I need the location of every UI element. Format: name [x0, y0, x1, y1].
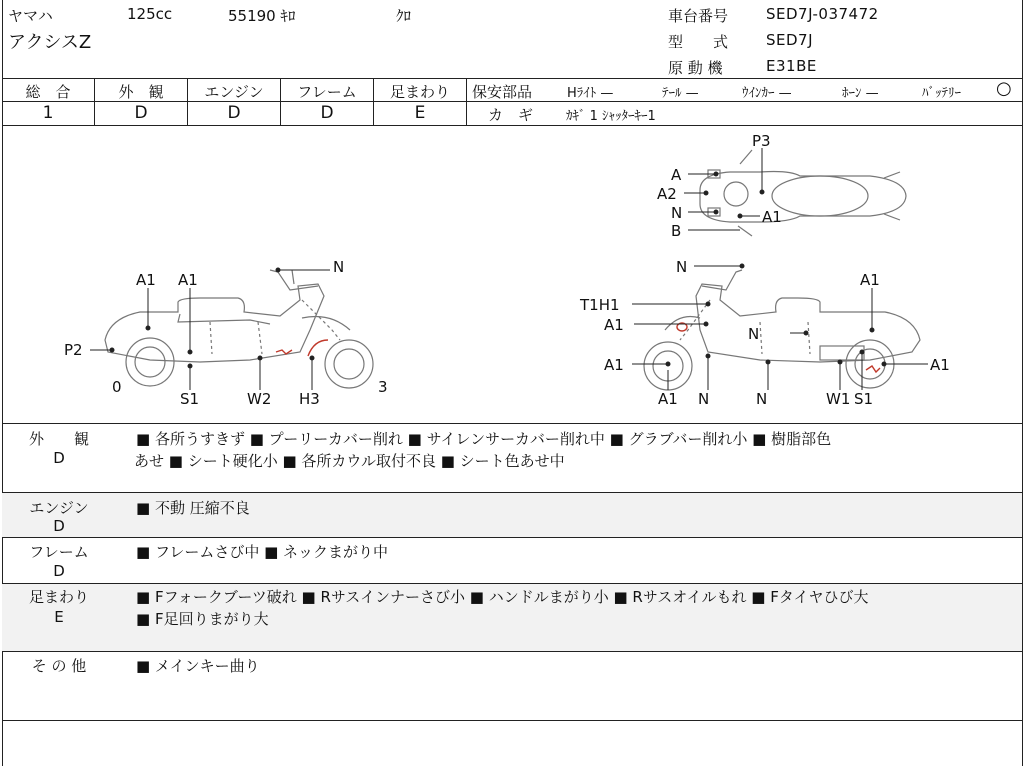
- type-value: SED7J: [766, 31, 814, 49]
- note-suspension-label: 足まわり: [28, 588, 89, 606]
- notes-divider: [2, 537, 1022, 538]
- damage-mark: [308, 340, 328, 356]
- notes-divider: [2, 651, 1022, 652]
- note-exterior-line: あせ ■ シート硬化小 ■ 各所カウル取付不良 ■ シート色あせ中: [134, 452, 565, 470]
- safety-headlight: Hﾗｲﾄ —: [567, 86, 614, 101]
- label-left-a1: A1: [136, 271, 156, 289]
- safety-horn: ﾎｰﾝ —: [842, 86, 879, 101]
- label-left-front-edge: 0: [112, 378, 122, 396]
- label-top-n: N: [671, 204, 683, 222]
- grade-exterior-label: 外 観: [118, 83, 164, 101]
- label-left-rear-edge: 3: [378, 378, 388, 396]
- note-other-line: ■ メインキー曲り: [136, 657, 260, 675]
- label-right-a1: A1: [604, 316, 624, 334]
- grade-suspension-label: 足まわり: [389, 83, 450, 101]
- key-label: カ ギ: [488, 106, 534, 124]
- maker: ヤマハ: [8, 7, 53, 25]
- scooter-top-view: [700, 150, 906, 236]
- label-right-n: N: [748, 325, 760, 343]
- model-name: アクシスZ: [8, 32, 92, 53]
- diagram-bottom-line: [2, 423, 1022, 424]
- frame-no-label: 車台番号: [668, 7, 729, 25]
- note-engine-grade: D: [53, 517, 65, 535]
- label-left-p2: P2: [64, 341, 83, 359]
- label-right-a1: A1: [860, 271, 880, 289]
- displacement: 125cc: [127, 5, 173, 23]
- label-top-b: B: [671, 222, 682, 240]
- note-suspension-line: ■ F足回りまがり大: [136, 610, 269, 628]
- label-left-h3: H3: [299, 390, 320, 408]
- label-top-a2: A2: [657, 185, 677, 203]
- note-suspension-grade: E: [54, 608, 64, 626]
- label-top-a1: A1: [762, 208, 782, 226]
- grade-engine-value: D: [227, 103, 241, 123]
- battery-ok-mark: ○: [996, 78, 1012, 99]
- notes-divider: [2, 720, 1022, 721]
- label-right-n: N: [676, 258, 688, 276]
- grade-frame-value: D: [320, 103, 334, 123]
- note-suspension-line: ■ Fフォークブーツ破れ ■ Rサスインナーさび小 ■ ハンドルまがり小 ■ Rサスオイルもれ ■ Fタイヤひび大: [136, 588, 869, 606]
- grade-overall-label: 総 合: [25, 83, 71, 101]
- engine-label: 原 動 機: [668, 59, 723, 77]
- label-left-w2: W2: [247, 390, 272, 408]
- label-right-a1: A1: [604, 356, 624, 374]
- grade-exterior-value: D: [134, 103, 148, 123]
- label-right-w1: W1: [826, 390, 851, 408]
- label-right-n: N: [698, 390, 710, 408]
- grade-row-top-line: [2, 78, 1022, 79]
- label-left-n: N: [333, 258, 345, 276]
- label-left-a1: A1: [178, 271, 198, 289]
- notes-divider: [2, 492, 1022, 493]
- safety-winker: ｳｲﾝｶｰ —: [742, 86, 792, 101]
- notes-divider: [2, 583, 1022, 584]
- note-frame-line: ■ フレームさび中 ■ ネックまがり中: [136, 543, 389, 561]
- safety-label: 保安部品: [472, 83, 533, 101]
- safety-battery: ﾊﾞｯﾃﾘｰ: [922, 86, 961, 101]
- label-left-s1: S1: [180, 390, 200, 408]
- grade-overall-value: 1: [42, 103, 54, 123]
- engine-value: E31BE: [766, 57, 817, 75]
- note-exterior-label: 外 観: [28, 430, 89, 448]
- mileage: 55190 ｷﾛ: [228, 7, 296, 25]
- label-right-a1: A1: [930, 356, 950, 374]
- label-top-a: A: [671, 166, 682, 184]
- safety-mid-line: [466, 101, 1022, 102]
- label-top-p3: P3: [752, 132, 771, 150]
- note-engine-label: エンジン: [29, 499, 89, 517]
- label-right-t1h1: T1H1: [580, 296, 620, 314]
- grade-suspension-value: E: [414, 103, 426, 123]
- grade-frame-label: フレーム: [297, 83, 357, 101]
- note-engine-line: ■ 不動 圧縮不良: [136, 499, 250, 517]
- scooter-diagram: [0, 126, 1024, 422]
- color: ｸﾛ: [396, 7, 412, 25]
- frame-no: SED7J-037472: [766, 5, 879, 23]
- note-other-label: そ の 他: [31, 657, 87, 675]
- note-exterior-line: ■ 各所うすきず ■ プーリーカバー削れ ■ サイレンサーカバー削れ中 ■ グラブバー削れ小 ■ 樹脂部色: [136, 430, 832, 448]
- note-frame-label: フレーム: [29, 543, 89, 561]
- label-right-n: N: [756, 390, 768, 408]
- key-value: ｶｷﾞ 1 ｼｬｯﾀｰｷｰ1: [566, 109, 656, 124]
- label-right-s1: S1: [854, 390, 874, 408]
- type-label: 型 式: [668, 33, 729, 51]
- damage-mark: [866, 366, 880, 372]
- note-exterior-grade: D: [53, 449, 65, 467]
- label-right-a1: A1: [658, 390, 678, 408]
- grade-engine-label: エンジン: [204, 83, 264, 101]
- safety-tail: ﾃｰﾙ —: [662, 86, 699, 101]
- note-frame-grade: D: [53, 562, 65, 580]
